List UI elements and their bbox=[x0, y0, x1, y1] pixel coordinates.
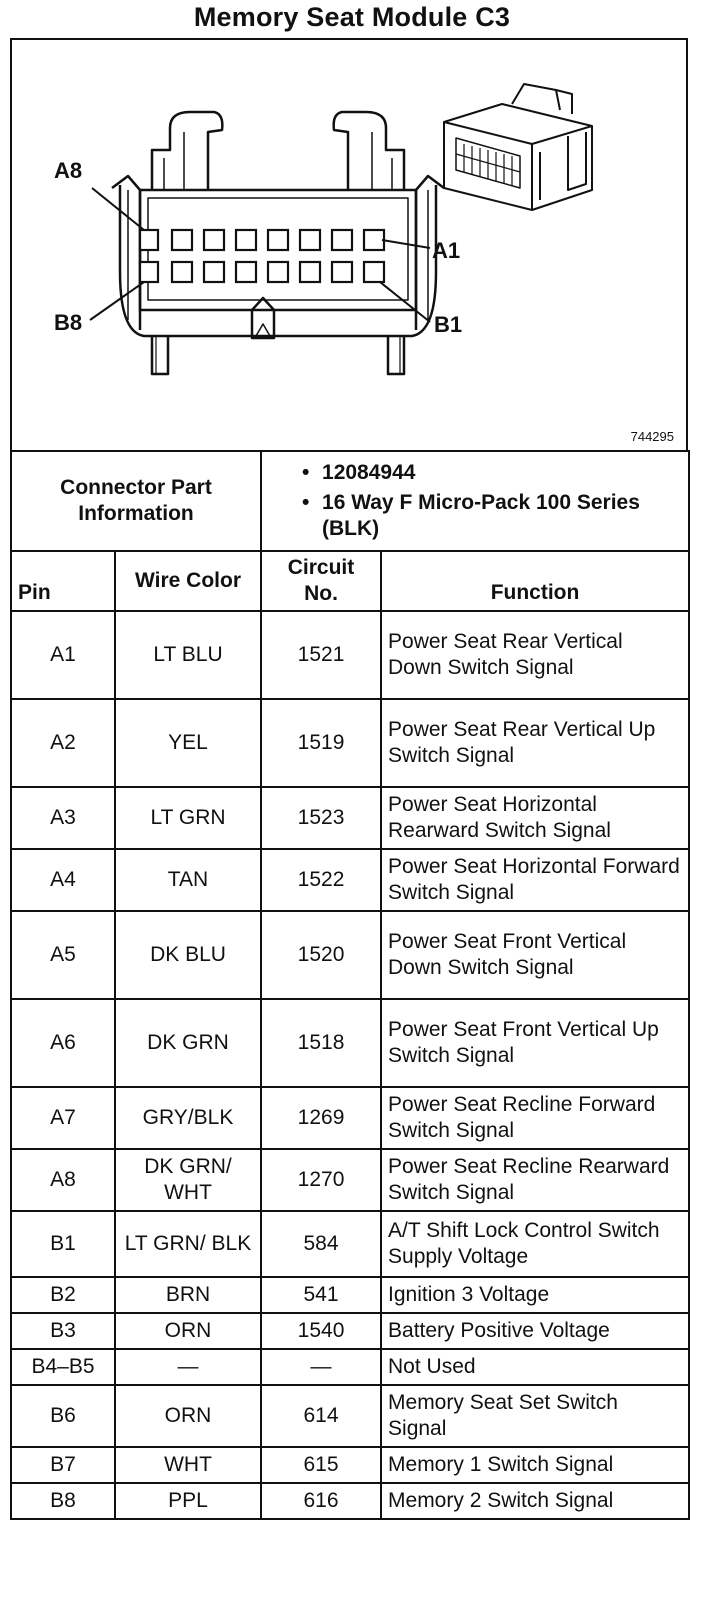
table-row bbox=[11, 1277, 689, 1313]
connector-description: • 16 Way F Micro-Pack 100 Series (BLK) bbox=[302, 490, 682, 542]
table-row bbox=[11, 1313, 689, 1349]
connector-info-label: Connector Part Information bbox=[11, 451, 261, 551]
wire-color-cell: PPL bbox=[115, 1483, 261, 1519]
function-cell: Power Seat Horizontal Rearward Switch Signal bbox=[381, 787, 689, 849]
table-row bbox=[11, 699, 689, 787]
pin-cell: B3 bbox=[11, 1313, 115, 1349]
pin-cell: A2 bbox=[11, 699, 115, 787]
pin-cell: A3 bbox=[11, 787, 115, 849]
table-row bbox=[11, 1087, 689, 1149]
table-row bbox=[11, 1447, 689, 1483]
table-row bbox=[11, 1385, 689, 1447]
connector-diagram bbox=[10, 38, 688, 452]
wire-color-cell: WHT bbox=[115, 1447, 261, 1483]
wire-color-cell: YEL bbox=[115, 699, 261, 787]
wire-color-cell: GRY/BLK bbox=[115, 1087, 261, 1149]
table-row bbox=[11, 1483, 689, 1519]
function-cell: Power Seat Front Vertical Up Switch Signal bbox=[381, 999, 689, 1087]
header-row bbox=[11, 551, 689, 611]
label-a1: A1 bbox=[432, 238, 461, 263]
circuit-cell: 1519 bbox=[261, 699, 381, 787]
circuit-cell: 541 bbox=[261, 1277, 381, 1313]
wire-color-cell: BRN bbox=[115, 1277, 261, 1313]
pin-cell: B8 bbox=[11, 1483, 115, 1519]
pin-cell: A8 bbox=[11, 1149, 115, 1211]
pin-cell: B6 bbox=[11, 1385, 115, 1447]
circuit-cell: 1270 bbox=[261, 1149, 381, 1211]
table-row bbox=[11, 611, 689, 699]
label-b8: B8 bbox=[54, 310, 83, 335]
header-wire-color: Wire Color bbox=[115, 551, 261, 611]
function-cell: Power Seat Rear Vertical Down Switch Signal bbox=[381, 611, 689, 699]
pinout-table bbox=[10, 450, 690, 1520]
circuit-cell: 584 bbox=[261, 1211, 381, 1277]
circuit-cell: 1523 bbox=[261, 787, 381, 849]
wire-color-cell: ORN bbox=[115, 1385, 261, 1447]
header-pin: Pin bbox=[11, 551, 115, 611]
pin-cell: B7 bbox=[11, 1447, 115, 1483]
wire-color-cell: DK BLU bbox=[115, 911, 261, 999]
pin-cell: A6 bbox=[11, 999, 115, 1087]
page-title: Memory Seat Module C3 bbox=[193, 2, 511, 32]
circuit-cell: 614 bbox=[261, 1385, 381, 1447]
circuit-cell: 1522 bbox=[261, 849, 381, 911]
function-cell: Power Seat Rear Vertical Up Switch Signal bbox=[381, 699, 689, 787]
table-row bbox=[11, 911, 689, 999]
circuit-cell: 1269 bbox=[261, 1087, 381, 1149]
connector-part-number: • 12084944 bbox=[302, 460, 682, 486]
wire-color-cell: DK GRN bbox=[115, 999, 261, 1087]
label-a8: A8 bbox=[54, 158, 83, 183]
wire-color-cell: ORN bbox=[115, 1313, 261, 1349]
connector-info-row bbox=[11, 451, 689, 551]
circuit-cell: 615 bbox=[261, 1447, 381, 1483]
wire-color-cell: LT GRN/ BLK bbox=[115, 1211, 261, 1277]
figure-number: 744295 bbox=[630, 429, 674, 444]
wire-color-cell: TAN bbox=[115, 849, 261, 911]
header-circuit: Circuit No. bbox=[261, 551, 381, 611]
circuit-cell: 1521 bbox=[261, 611, 381, 699]
label-b1: B1 bbox=[434, 312, 463, 337]
function-cell: Battery Positive Voltage bbox=[381, 1313, 689, 1349]
circuit-cell: 1518 bbox=[261, 999, 381, 1087]
pin-cell: A4 bbox=[11, 849, 115, 911]
table-row bbox=[11, 849, 689, 911]
wire-color-cell: LT BLU bbox=[115, 611, 261, 699]
function-cell: Ignition 3 Voltage bbox=[381, 1277, 689, 1313]
pin-cell: B4–B5 bbox=[11, 1349, 115, 1385]
function-cell: Power Seat Recline Rearward Switch Signal bbox=[381, 1149, 689, 1211]
function-cell: Power Seat Recline Forward Switch Signal bbox=[381, 1087, 689, 1149]
pin-cell: B1 bbox=[11, 1211, 115, 1277]
table-row bbox=[11, 1149, 689, 1211]
table-row bbox=[11, 999, 689, 1087]
function-cell: Power Seat Front Vertical Down Switch Signal bbox=[381, 911, 689, 999]
function-cell: Memory 1 Switch Signal bbox=[381, 1447, 689, 1483]
connector-drawing bbox=[12, 40, 686, 450]
wire-color-cell: LT GRN bbox=[115, 787, 261, 849]
pin-cell: A1 bbox=[11, 611, 115, 699]
circuit-cell: 1540 bbox=[261, 1313, 381, 1349]
wire-color-cell: DK GRN/ WHT bbox=[115, 1149, 261, 1211]
table-row bbox=[11, 1211, 689, 1277]
table-row bbox=[11, 787, 689, 849]
connector-info-values bbox=[261, 451, 689, 551]
pin-cell: A5 bbox=[11, 911, 115, 999]
pin-cell: B2 bbox=[11, 1277, 115, 1313]
function-cell: Memory Seat Set Switch Signal bbox=[381, 1385, 689, 1447]
circuit-cell: — bbox=[261, 1349, 381, 1385]
function-cell: A/T Shift Lock Control Switch Supply Voltage bbox=[381, 1211, 689, 1277]
function-cell: Not Used bbox=[381, 1349, 689, 1385]
table-row bbox=[11, 1349, 689, 1385]
circuit-cell: 1520 bbox=[261, 911, 381, 999]
pin-cell: A7 bbox=[11, 1087, 115, 1149]
function-cell: Power Seat Horizontal Forward Switch Signal bbox=[381, 849, 689, 911]
header-function: Function bbox=[381, 551, 689, 611]
wire-color-cell: — bbox=[115, 1349, 261, 1385]
circuit-cell: 616 bbox=[261, 1483, 381, 1519]
function-cell: Memory 2 Switch Signal bbox=[381, 1483, 689, 1519]
